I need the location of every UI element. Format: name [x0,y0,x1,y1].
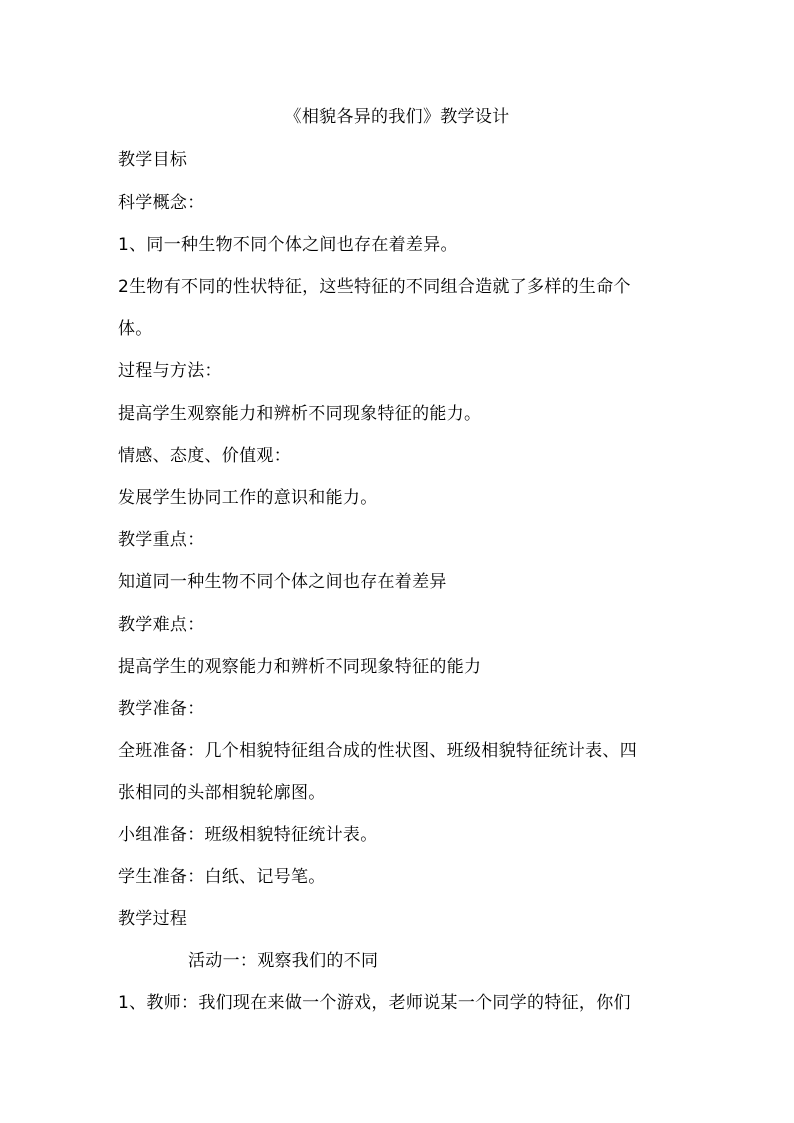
paragraph-line: 发展学生协同工作的意识和能力。 [118,488,378,508]
paragraph-line: 1、同一种生物不同个体之间也存在着差异。 [118,235,458,255]
paragraph-line: 张相同的头部相貌轮廓图。 [118,783,326,803]
paragraph-line: 知道同一种生物不同个体之间也存在着差异 [118,572,447,592]
paragraph-line: 全班准备：几个相貌特征组合成的性状图、班级相貌特征统计表、四 [118,741,637,761]
section-heading-difficulties: 教学难点： [118,615,205,635]
section-heading-key-points: 教学重点： [118,530,205,550]
paragraph-line: 学生准备：白纸、记号笔。 [118,867,326,887]
activity-heading: 活动一：观察我们的不同 [188,951,379,971]
subheading-process-method: 过程与方法： [118,361,222,381]
section-heading-preparation: 教学准备： [118,699,205,719]
subheading-science-concept: 科学概念： [118,193,205,213]
paragraph-line: 体。 [118,319,153,339]
paragraph-line: 2生物有不同的性状特征，这些特征的不同组合造就了多样的生命个 [118,277,631,297]
paragraph-line: 提高学生的观察能力和辨析不同现象特征的能力 [118,657,482,677]
paragraph-line: 小组准备：班级相貌特征统计表。 [118,825,378,845]
paragraph-line: 提高学生观察能力和辨析不同现象特征的能力。 [118,404,482,424]
document-title: 《相貌各异的我们》教学设计 [284,107,510,127]
section-heading-process: 教学过程 [118,909,188,929]
section-heading-objectives: 教学目标 [118,150,188,170]
paragraph-line: 1、教师：我们现在来做一个游戏，老师说某一个同学的特征，你们 [118,993,631,1013]
subheading-attitude-values: 情感、态度、价值观： [118,446,291,466]
